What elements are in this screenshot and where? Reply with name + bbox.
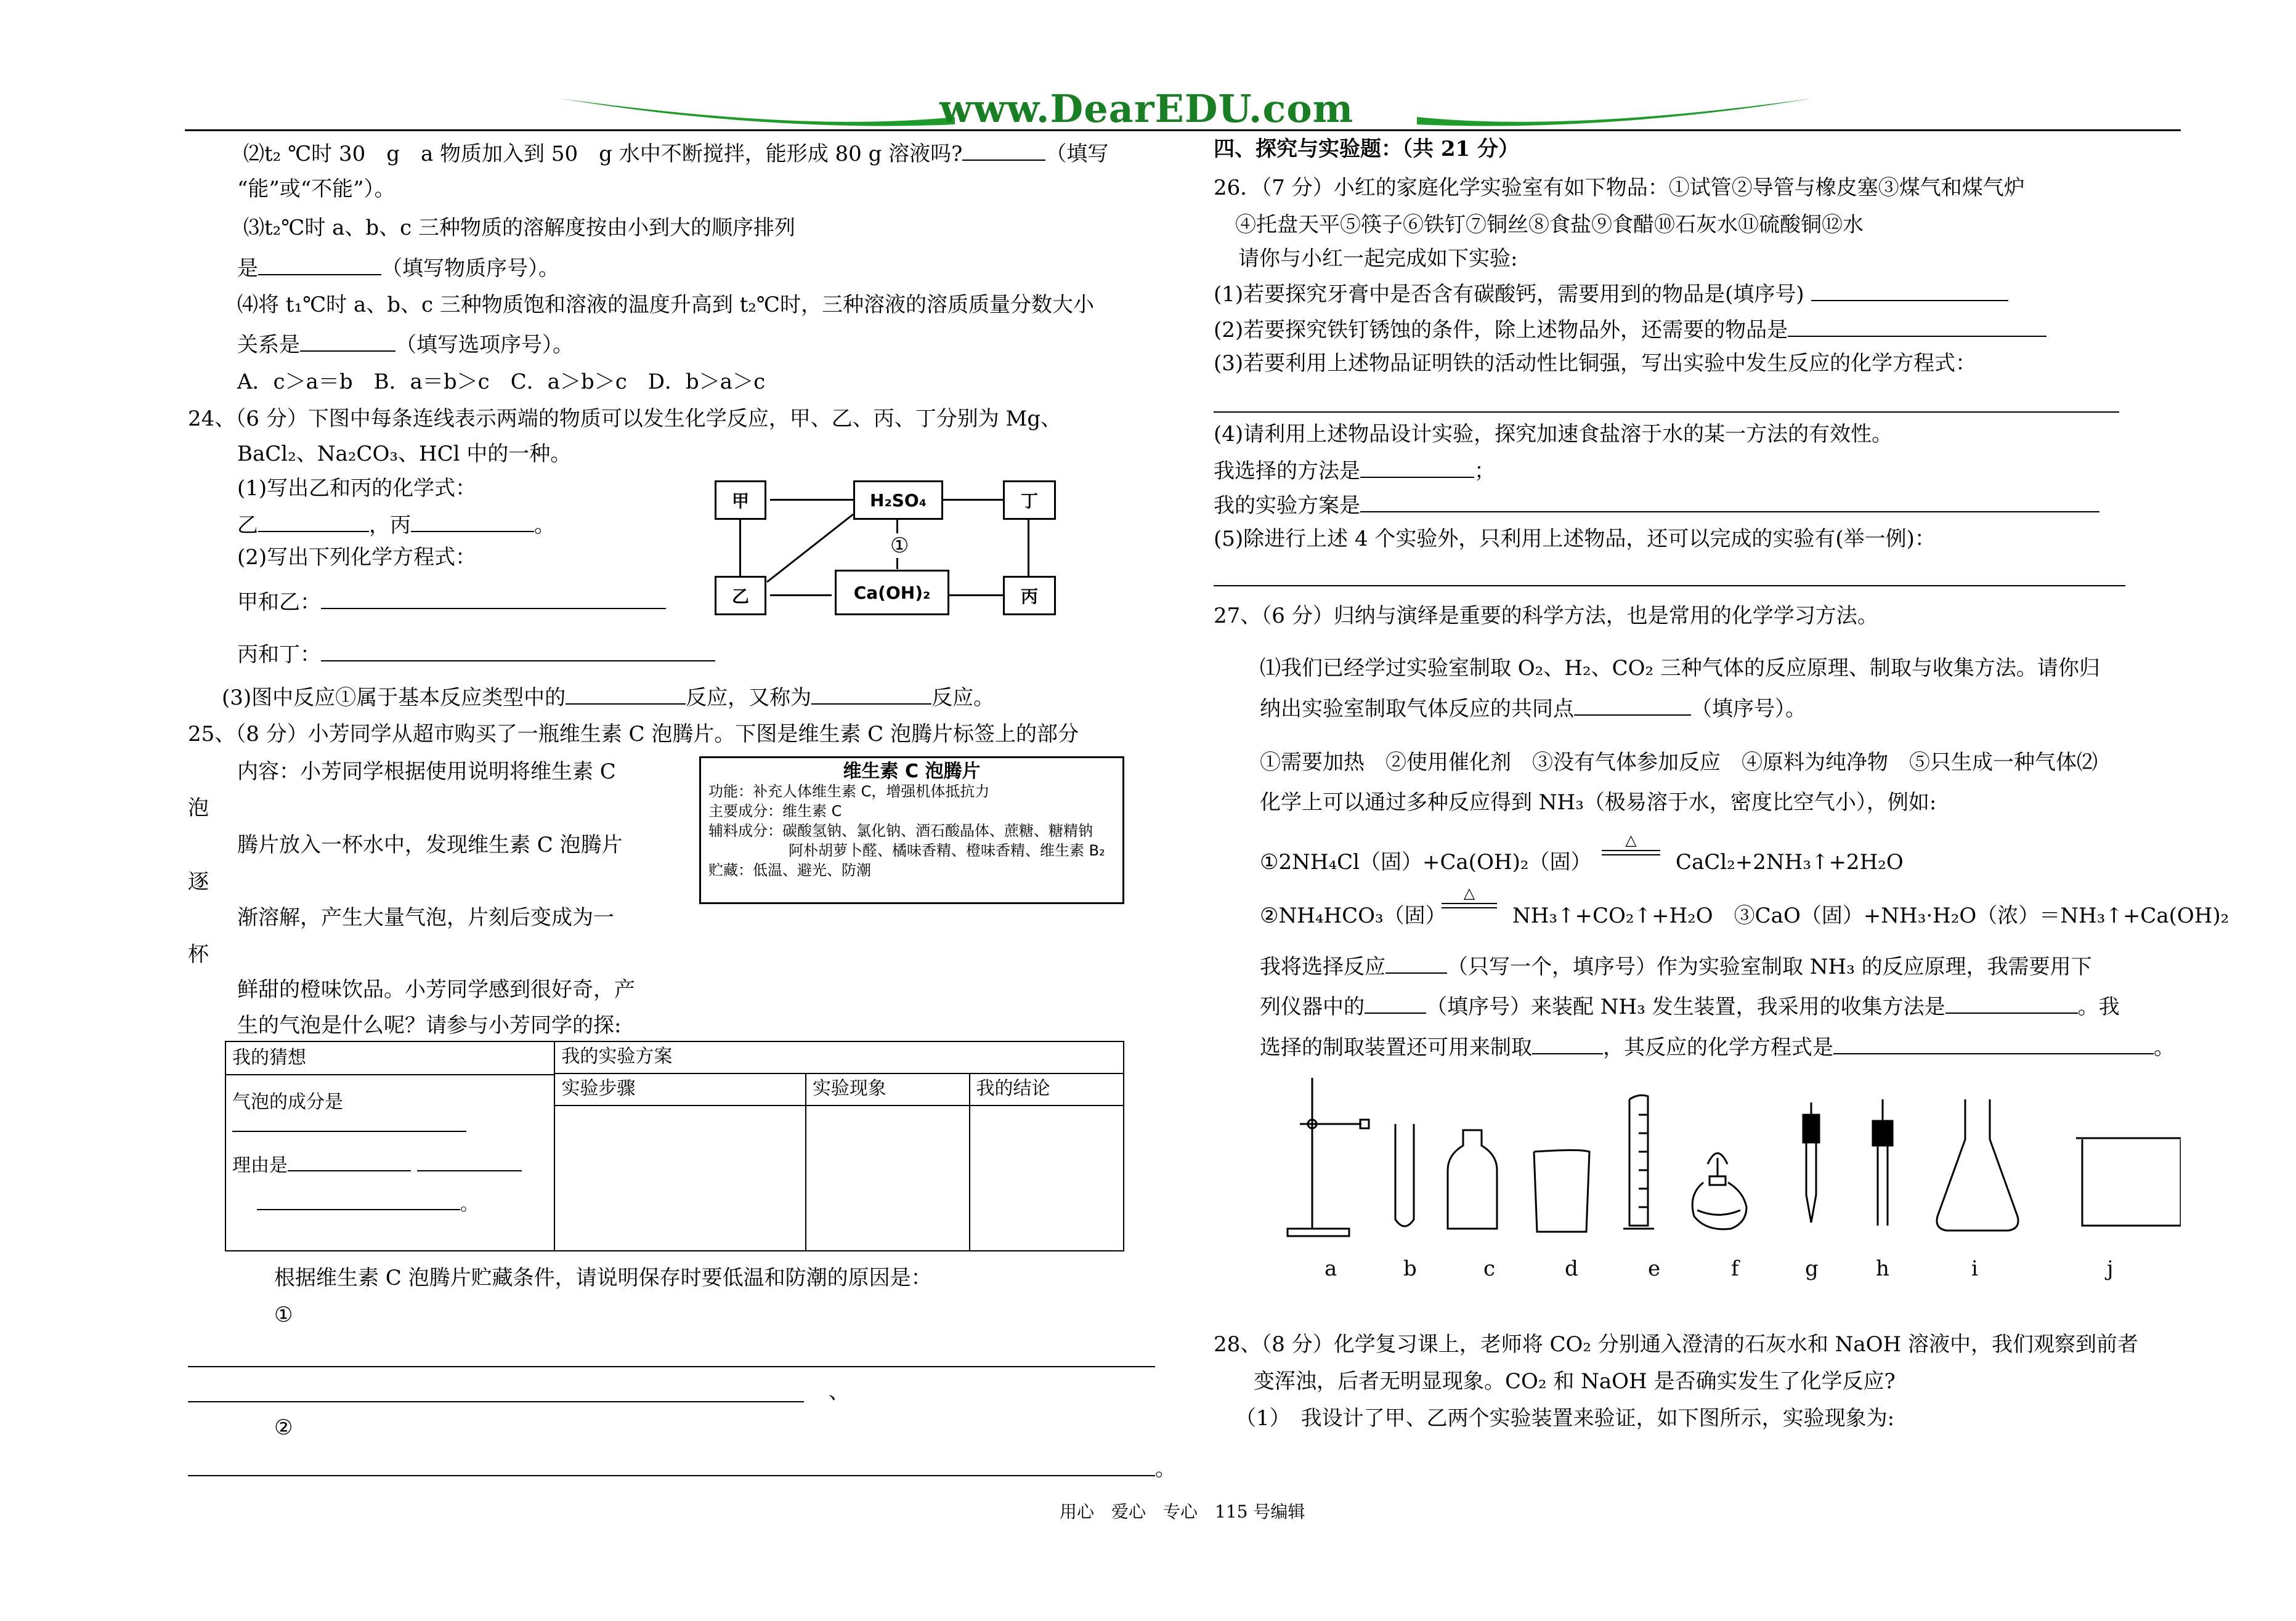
q25-l4: 鲜甜的橙味饮品。小芳同学感到很好奇，产 xyxy=(237,977,635,1002)
q24-s1: (1)写出乙和丙的化学式： xyxy=(237,476,477,501)
q28-stem: 28、（8 分）化学复习课上，老师将 CO₂ 分别通入澄清的石灰水和 NaOH 溶液中，我们观察到前者 xyxy=(1214,1332,2138,1357)
cell-step[interactable] xyxy=(554,1106,806,1251)
experiment-table xyxy=(225,1041,1124,1251)
q25-after: 根据维生素 C 泡腾片贮藏条件，请说明保存时要低温和防潮的原因是： xyxy=(274,1266,932,1290)
q23-p4-line2: 关系是 （填写选项序号）。 xyxy=(237,331,574,357)
label-e: e xyxy=(1648,1256,1661,1281)
th-plan: 我的实验方案 xyxy=(554,1041,1124,1073)
q23-p4: ⑷将 t₁℃时 a、b、c 三种物质饱和溶液的温度升高到 t₂℃时，三种溶液的溶质质量分数大小 xyxy=(237,293,1094,317)
node-jia: 甲 xyxy=(715,480,766,520)
q27-eq1: ①2NH₄Cl（固）+Ca(OH)₂（固） xyxy=(1260,850,1592,875)
node-caoh2: Ca(OH)₂ xyxy=(835,570,949,615)
q25-l5: 生的气泡是什么呢？请参与小芳同学的探: xyxy=(237,1013,622,1038)
q27-p1b: 纳出实验室制取气体反应的共同点 （填序号）。 xyxy=(1260,695,1806,721)
header-rule xyxy=(185,129,2181,131)
q24-s3: (3)图中反应①属于基本反应类型中的 反应，又称为 反应。 xyxy=(222,684,994,710)
stopper-tube-icon xyxy=(1873,1099,1892,1226)
q26-s5: (5)除进行上述 4 个实验外，只利用上述物品，还可以完成的实验有(举一例)： xyxy=(1214,527,1936,551)
q28-stem2: 变浑浊，后者无明显现象。CO₂ 和 NaOH 是否确实发生了化学反应? xyxy=(1254,1369,1896,1394)
footer-text: 用心 爱心 专心 115 号编辑 xyxy=(1060,1502,1305,1522)
q26-s2: (2)若要探究铁钉锈蚀的条件，除上述物品外，还需要的物品是 xyxy=(1214,316,2047,342)
q25-stem: 25、（8 分）小芳同学从超市购买了一瓶维生素 C 泡腾片。下图是维生素 C 泡腾片标签上的部分 xyxy=(188,722,1079,746)
guess-blank[interactable] xyxy=(232,1131,466,1132)
q25-n2: ② xyxy=(274,1415,293,1440)
q27-options: ①需要加热 ②使用催化剂 ③没有气体参加反应 ④原料为纯净物 ⑤只生成一种气体⑵ xyxy=(1260,750,2098,775)
eq2-condition: △ xyxy=(1463,884,1475,902)
q23-p2-line2: “能”或“不能”）。 xyxy=(237,177,396,201)
th-conclusion: 我的结论 xyxy=(970,1073,1124,1106)
alcohol-lamp-icon xyxy=(1692,1154,1746,1229)
q26-stem: 26．（7 分）小红的家庭化学实验室有如下物品：①试管②导管与橡皮塞③煤气和煤气炉 xyxy=(1214,176,2025,200)
q24-s2: (2)写出下列化学方程式： xyxy=(237,545,477,570)
q26-s4b: 我的实验方案是 xyxy=(1214,491,2099,518)
eq1-double-bar xyxy=(1602,850,1660,855)
q26-s4: (4)请利用上述物品设计实验，探究加速食盐溶于水的某一方法的有效性。 xyxy=(1214,422,1893,447)
q26-s3: (3)若要利用上述物品证明铁的活动性比铜强，写出实验中发生反应的化学方程式： xyxy=(1214,351,1977,376)
node-bing: 丙 xyxy=(1003,576,1056,615)
label-function: 功能：补充人体维生素 C，增强机体抵抗力 xyxy=(708,783,990,800)
cell-conclusion[interactable] xyxy=(970,1106,1124,1251)
q27-p4: 列仪器中的 （填序号）来装配 NH₃ 发生装置，我采用的收集方法是 。我 xyxy=(1260,993,2120,1019)
label-g: g xyxy=(1805,1256,1819,1281)
answer-line-2[interactable] xyxy=(188,1401,804,1402)
apparatus-illustration xyxy=(1275,1072,2181,1250)
q24-stem: 24、（6 分）下图中每条连线表示两端的物质可以发生化学反应，甲、乙、丙、丁分别为 Mg、 xyxy=(188,406,1062,431)
q23-options: A．c＞a＝b B．a＝b＞c C．a＞b＞c D．b＞a＞c xyxy=(237,370,766,394)
label-f: f xyxy=(1731,1256,1739,1281)
q25-l2: 腾片放入一杯水中，发现维生素 C 泡腾片 xyxy=(237,833,623,857)
q27-eq1-product: CaCl₂+2NH₃↑+2H₂O xyxy=(1676,850,1904,875)
reason-row: 理由是 xyxy=(232,1150,548,1178)
q24-s1-answer: 乙 ，丙 。 xyxy=(237,511,555,538)
q26-s5-line[interactable] xyxy=(1214,585,2125,586)
bottle-icon xyxy=(1448,1130,1497,1229)
q27-p2: 化学上可以通过多种反应得到 NH₃（极易溶于水，密度比空气小），例如: xyxy=(1260,790,1937,815)
th-observation: 实验现象 xyxy=(806,1073,970,1106)
q25-l1: 内容：小芳同学根据使用说明将维生素 C xyxy=(237,759,616,784)
vitamin-c-label xyxy=(699,756,1124,904)
q25-n1: ① xyxy=(274,1303,293,1327)
reaction-mark-1: ① xyxy=(890,533,909,558)
eq1-condition: △ xyxy=(1625,831,1637,849)
q25-l1b: 泡 xyxy=(188,796,209,820)
dropper-icon xyxy=(1803,1102,1819,1223)
q23-p2: ⑵t₂ ℃时 30 g a 物质加入到 50 g 水中不断搅拌，能形成 80 g 溶液吗? （填写 xyxy=(243,140,1108,166)
label-a: a xyxy=(1324,1256,1337,1281)
trough-icon xyxy=(2082,1139,2181,1226)
section-title: 四、探究与实验题：（共 21 分） xyxy=(1214,137,1519,161)
label-storage: 贮藏：低温、避光、防潮 xyxy=(708,862,871,879)
q27-p1: ⑴我们已经学过实验室制取 O₂、H₂、CO₂ 三种气体的反应原理、制取与收集方法。请你归 xyxy=(1260,656,2100,681)
reason-row-2: 。 xyxy=(232,1189,548,1217)
node-yi: 乙 xyxy=(715,576,766,615)
label-c: c xyxy=(1483,1256,1496,1281)
th-step: 实验步骤 xyxy=(554,1073,806,1106)
q28-s1: （1） 我设计了甲、乙两个实验装置来验证，如下图所示，实验现象为: xyxy=(1235,1406,1895,1431)
guess-cell xyxy=(225,1041,554,1251)
guess-text: 气泡的成分是 xyxy=(232,1091,343,1113)
label-aux2: 阿朴胡萝卜醛、橘味香精、橙味香精、维生素 B₂ xyxy=(789,842,1105,859)
q24-s2-bing-ding: 丙和丁： xyxy=(237,641,715,667)
q27-eq2-rest: NH₃↑+CO₂↑+H₂O ③CaO（固）+NH₃·H₂O（浓）＝NH₃↑+Ca(OH)₂ xyxy=(1512,903,2229,928)
node-h2so4: H₂SO₄ xyxy=(853,480,943,520)
q27-eq2: ②NH₄HCO₃（固） xyxy=(1260,903,1446,928)
iron-stand-icon xyxy=(1288,1078,1369,1236)
q25-l3b: 杯 xyxy=(188,942,209,967)
q26-s1: (1)若要探究牙膏中是否含有碳酸钙，需要用到的物品是(填序号) xyxy=(1214,280,2008,307)
q26-stem3: 请你与小红一起完成如下实验: xyxy=(1238,246,1518,271)
cell-observation[interactable] xyxy=(806,1106,970,1251)
q25-l3: 渐溶解，产生大量气泡，片刻后变成为一 xyxy=(237,905,614,930)
q26-s3-line[interactable] xyxy=(1214,411,2119,413)
q23-p3-line2: 是 （填写物质序号）。 xyxy=(237,254,559,281)
conical-flask-icon xyxy=(1937,1099,2018,1231)
q25-sep: 、 xyxy=(829,1380,850,1404)
th-guess: 我的猜想 xyxy=(232,1047,306,1069)
graduated-cylinder-icon xyxy=(1623,1095,1654,1229)
q27-stem: 27、（6 分）归纳与演绎是重要的科学方法，也是常用的化学学习方法。 xyxy=(1214,604,1878,628)
q25-l2b: 逐 xyxy=(188,870,209,894)
q24-stem2: BaCl₂、Na₂CO₃、HCl 中的一种。 xyxy=(237,442,572,466)
label-aux: 辅料成分：碳酸氢钠、氯化钠、酒石酸晶体、蔗糖、糖精钠 xyxy=(708,822,1093,839)
q25-end: 。 xyxy=(1155,1457,1176,1481)
label-b: b xyxy=(1403,1256,1417,1281)
label-h: h xyxy=(1876,1256,1889,1281)
label-i: i xyxy=(1971,1256,1978,1281)
label-j: j xyxy=(2107,1256,2114,1281)
node-ding: 丁 xyxy=(1003,480,1056,520)
q26-s4a: 我选择的方法是 ； xyxy=(1214,457,1495,483)
q23-p3: ⑶t₂℃时 a、b、c 三种物质的溶解度按由小到大的顺序排列 xyxy=(243,216,796,240)
label-main: 主要成分：维生素 C xyxy=(708,802,842,820)
label-d: d xyxy=(1565,1256,1578,1281)
site-logo[interactable]: www.DearEDU.com xyxy=(939,86,1354,131)
q26-stem2: ④托盘天平⑤筷子⑥铁钉⑦铜丝⑧食盐⑨食醋⑩石灰水⑪硫酸铜⑫水 xyxy=(1235,212,1864,237)
q24-s2-jia-yi: 甲和乙： xyxy=(237,588,666,615)
test-tube-icon xyxy=(1395,1124,1414,1226)
q27-p3: 我将选择反应 （只写一个，填序号）作为实验室制取 NH₃ 的反应原理，我需要用下 xyxy=(1260,953,2092,979)
q27-p5: 选择的制取装置还可用来制取 ，其反应的化学方程式是 。 xyxy=(1260,1033,2175,1060)
answer-line-1[interactable] xyxy=(188,1366,1155,1367)
eq2-double-bar xyxy=(1442,903,1497,908)
label-title: 维生素 C 泡腾片 xyxy=(843,761,981,782)
beaker-icon xyxy=(1534,1150,1589,1232)
answer-line-3[interactable] xyxy=(188,1475,1155,1476)
